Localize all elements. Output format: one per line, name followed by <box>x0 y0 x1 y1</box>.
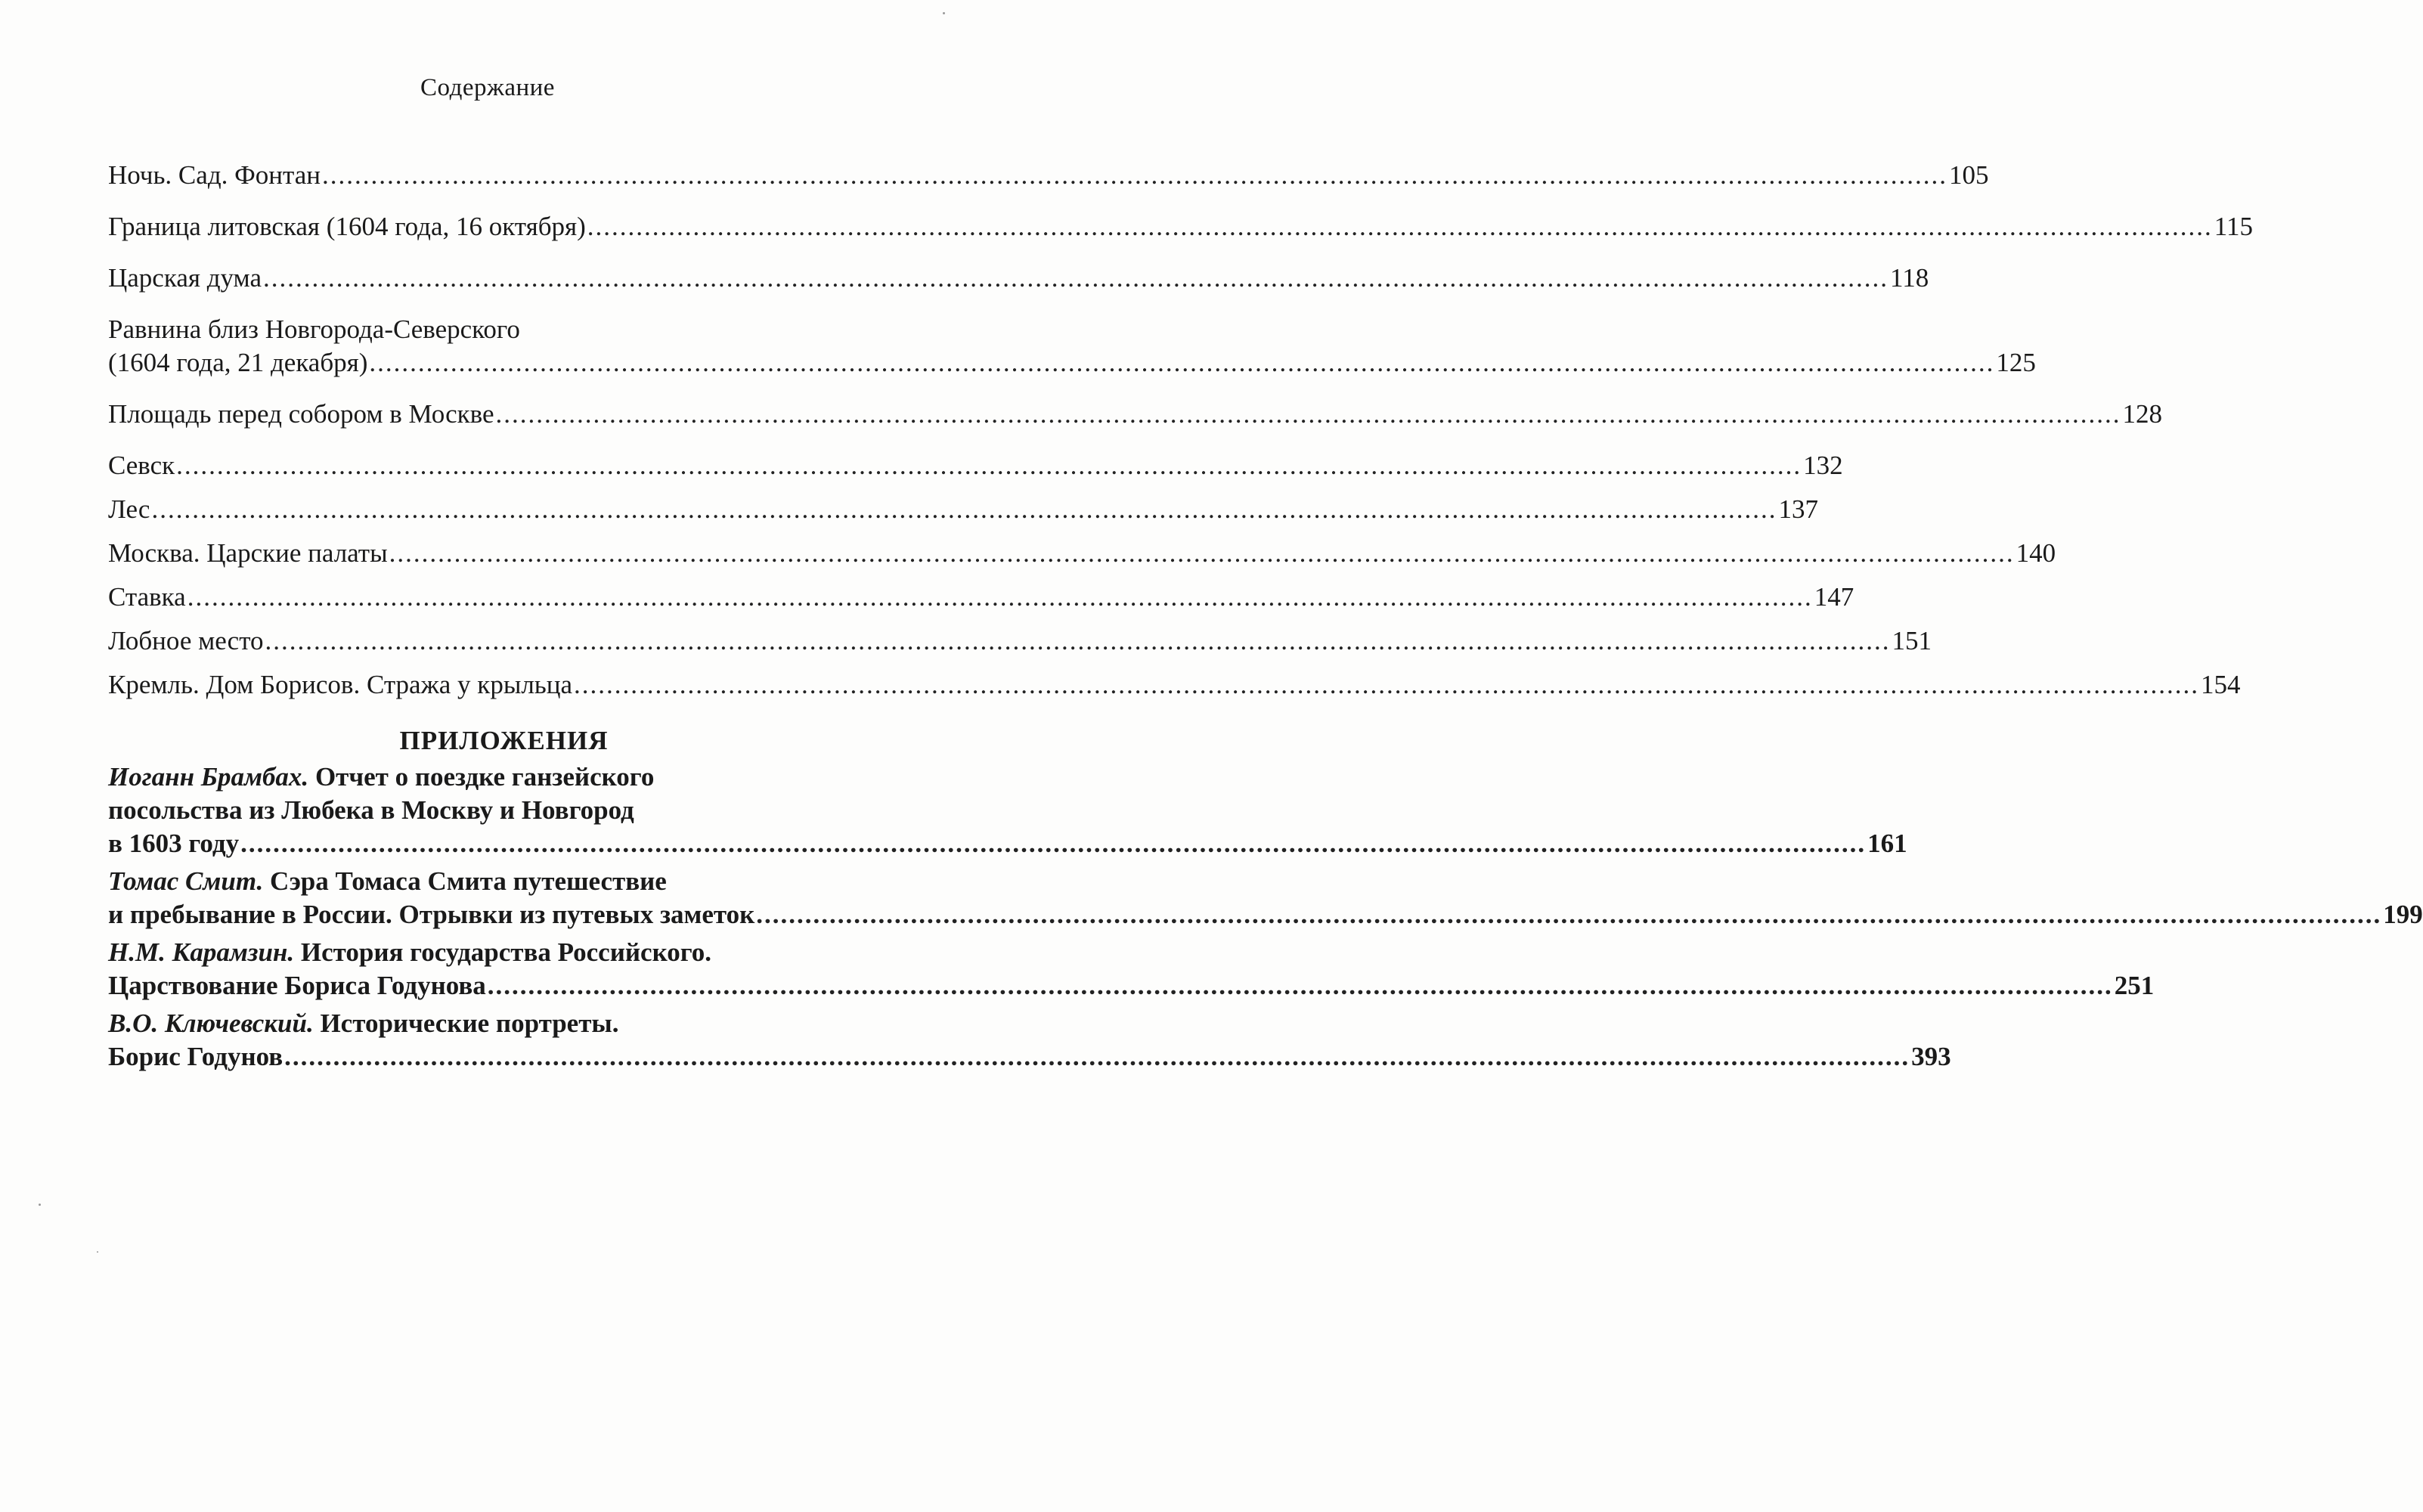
toc-entry <box>108 537 2056 570</box>
toc-entry-line: Равнина близ Новгорода-Северского <box>108 314 520 344</box>
page-number: 251 <box>2114 971 2155 1000</box>
toc-entry-title: в 1603 году <box>108 829 240 858</box>
leader-dots: ........................................................................................................................................................................................................ <box>495 399 2121 429</box>
toc-entry-title: и пребывание в России. Отрывки из путевых заметок <box>108 900 755 929</box>
dust-speck <box>943 12 945 14</box>
appendix-first-line <box>108 1007 900 1040</box>
page-number: 199 <box>2383 900 2423 929</box>
toc-entry-title: Москва. Царские палаты <box>108 538 388 568</box>
author-name: В.О. Ключевский. <box>108 1009 314 1038</box>
appendix-first-line <box>108 761 900 794</box>
leader-dots: ........................................................................................................................................................................................................ <box>322 160 1947 190</box>
table-of-contents <box>108 159 2423 1074</box>
leader-dots: ........................................................................................................................................................................................................ <box>369 348 1995 377</box>
page-number: 393 <box>1911 1042 1951 1071</box>
toc-item <box>108 624 1932 658</box>
toc-entry <box>108 159 1989 192</box>
leader-dots: ........................................................................................................................................................................................................ <box>756 900 2382 929</box>
toc-item <box>108 449 1843 482</box>
toc-entry <box>108 398 2163 431</box>
leader-dots: ........................................................................................................................................................................................................ <box>284 1042 1910 1071</box>
toc-entry <box>108 493 1818 526</box>
leader-dots: ........................................................................................................................................................................................................ <box>176 451 1802 480</box>
toc-entry <box>108 624 1932 658</box>
appendix-first-line <box>108 936 900 969</box>
toc-entry <box>108 898 2423 931</box>
page-number: 137 <box>1778 494 1818 524</box>
page-number: 154 <box>2201 670 2241 699</box>
toc-entry-title: Граница литовская (1604 года, 16 октября) <box>108 212 586 241</box>
toc-item <box>108 159 1989 192</box>
toc-item <box>108 313 2036 380</box>
toc-entry <box>108 827 1907 860</box>
toc-entry-title: Борис Годунов <box>108 1042 284 1071</box>
leader-dots: ........................................................................................................................................................................................................ <box>265 626 1891 655</box>
leader-dots: ........................................................................................................................................................................................................ <box>389 538 2015 568</box>
page-number: 115 <box>2214 212 2253 241</box>
toc-entry <box>108 581 1854 614</box>
toc-entry-title: Лес <box>108 494 150 524</box>
toc-entry <box>108 262 1929 295</box>
leader-dots: ........................................................................................................................................................................................................ <box>263 263 1889 293</box>
appendix-title: Отчет о поездке ганзейского <box>308 762 655 792</box>
toc-entry <box>108 210 2253 243</box>
toc-entry-title: Лобное место <box>108 626 264 655</box>
appendix-first-line <box>108 865 900 898</box>
appendix-title: Сэра Томаса Смита путешествие <box>263 866 667 896</box>
page-number: 118 <box>1890 263 1929 293</box>
appendix-item <box>108 1007 1951 1074</box>
leader-dots: ........................................................................................................................................................................................................ <box>187 582 1813 612</box>
appendix-title: Исторические портреты. <box>313 1009 619 1038</box>
toc-item <box>108 398 2163 431</box>
page-number: 132 <box>1803 451 1843 480</box>
dust-speck <box>97 1251 98 1253</box>
appendix-item <box>108 936 2155 1002</box>
page-number: 140 <box>2016 538 2056 568</box>
toc-entry-title: Севск <box>108 451 175 480</box>
toc-entry-title: Ставка <box>108 582 186 612</box>
toc-entry <box>108 449 1843 482</box>
leader-dots: ........................................................................................................................................................................................................ <box>487 971 2113 1000</box>
appendix-section <box>108 724 2423 1074</box>
page-number: 105 <box>1949 160 1989 190</box>
toc-entry-title: Площадь перед собором в Москве <box>108 399 494 429</box>
appendix-heading: ПРИЛОЖЕНИЯ <box>399 726 609 755</box>
toc-item <box>108 210 2253 243</box>
dust-speck <box>39 1204 41 1206</box>
toc-item <box>108 668 2241 702</box>
page-number: 128 <box>2122 399 2163 429</box>
toc-item <box>108 262 1929 295</box>
page-number: 151 <box>1892 626 1932 655</box>
toc-entry-title: (1604 года, 21 декабря) <box>108 348 368 377</box>
toc-entry <box>108 346 2036 380</box>
toc-entry <box>108 668 2241 702</box>
appendix-item <box>108 761 1907 860</box>
leader-dots: ........................................................................................................................................................................................................ <box>151 494 1777 524</box>
author-name: Н.М. Карамзин. <box>108 937 295 967</box>
toc-item <box>108 493 1818 526</box>
toc-entry-title: Кремль. Дом Борисов. Стража у крыльца <box>108 670 573 699</box>
appendix-line: посольства из Любека в Москву и Новгород <box>108 795 634 825</box>
leader-dots: ........................................................................................................................................................................................................ <box>587 212 2213 241</box>
leader-dots: ........................................................................................................................................................................................................ <box>574 670 2200 699</box>
toc-entry <box>108 1040 1951 1074</box>
appendix-item <box>108 865 2423 931</box>
toc-entry-title: Царствование Бориса Годунова <box>108 971 486 1000</box>
toc-item <box>108 581 1854 614</box>
author-name: Иоганн Брамбах. <box>108 762 309 792</box>
page-header: Содержание <box>420 74 555 101</box>
toc-entry-title: Ночь. Сад. Фонтан <box>108 160 321 190</box>
page-number: 161 <box>1867 829 1907 858</box>
author-name: Томас Смит. <box>108 866 264 896</box>
appendix-title: История государства Российского. <box>294 937 712 967</box>
toc-entry <box>108 969 2155 1002</box>
leader-dots: ........................................................................................................................................................................................................ <box>240 829 1867 858</box>
toc-item <box>108 537 2056 570</box>
page-number: 125 <box>1996 348 2036 377</box>
toc-entry-title: Царская дума <box>108 263 262 293</box>
page-number: 147 <box>1814 582 1854 612</box>
